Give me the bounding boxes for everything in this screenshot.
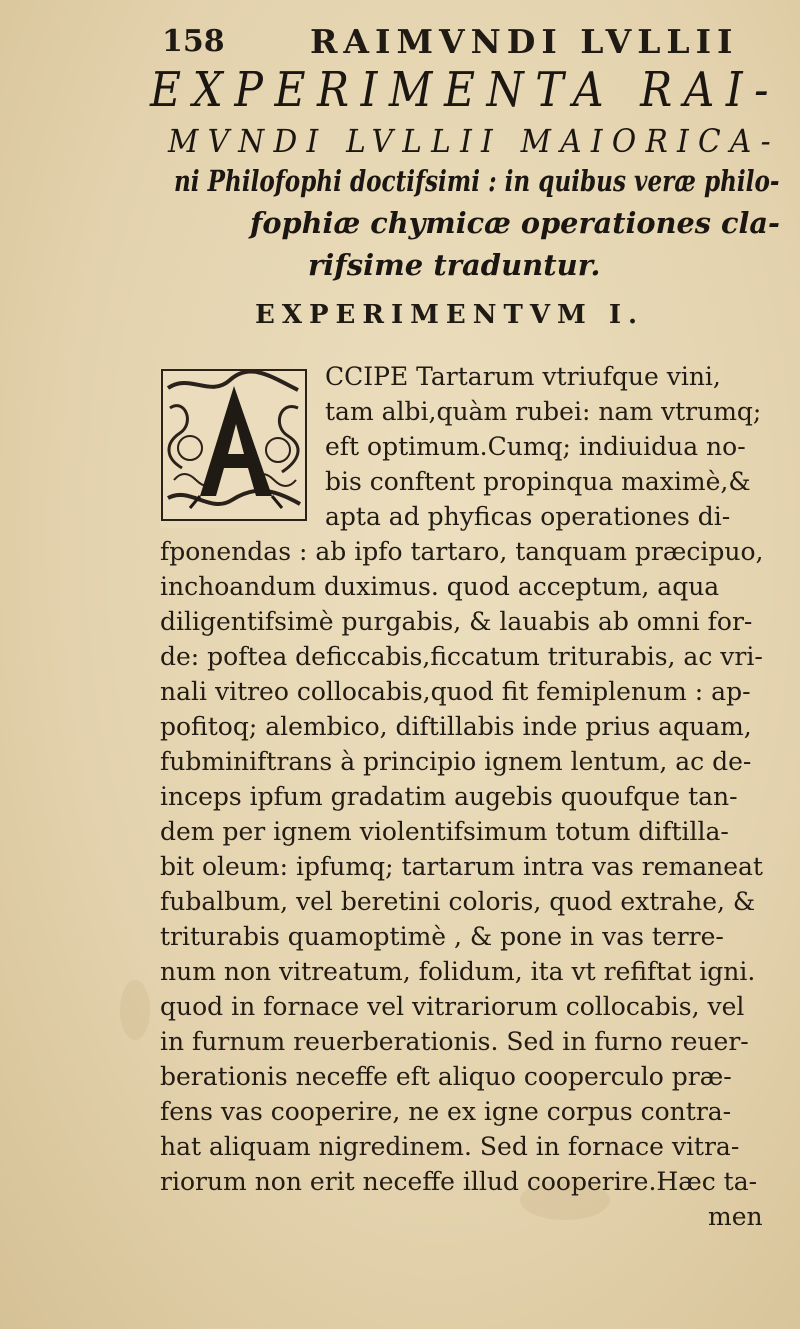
running-head bbox=[0, 22, 800, 62]
text-line: fponendas : ab ipfo tartaro, tanquam præcipuo, bbox=[160, 537, 764, 566]
text-line: tam albi,quàm rubei: nam vtrumq; bbox=[325, 397, 762, 426]
paper-stain bbox=[120, 980, 150, 1040]
title-line: fophiæ chymicæ operationes cla- bbox=[250, 206, 780, 240]
text-line: bit oleum: ipfumq; tartarum intra vas remaneat bbox=[160, 852, 763, 881]
decorated-initial-A-icon bbox=[160, 368, 308, 528]
title-line: rifsime traduntur. bbox=[308, 248, 601, 282]
text-line: apta ad phyficas operationes di- bbox=[325, 502, 731, 531]
text-line: in furnum reuerberationis. Sed in furno reuer- bbox=[160, 1027, 749, 1056]
text-line: CCIPE Tartarum vtriufque vini, bbox=[325, 362, 721, 391]
text-line: nali vitreo collocabis,quod fit femiplenum : ap- bbox=[160, 677, 751, 706]
text-line: de: poftea deficcabis,ficcatum triturabis, ac vri- bbox=[160, 642, 763, 671]
text-line: diligentifsimè purgabis, & lauabis ab omni for- bbox=[160, 607, 753, 636]
text-line: pofitoq; alembico, diftillabis inde prius aquam, bbox=[160, 712, 752, 741]
text-line: quod in fornace vel vitrariorum collocabis, vel bbox=[160, 992, 745, 1021]
text-line: fens vas cooperire, ne ex igne corpus contra- bbox=[160, 1097, 732, 1126]
section-heading: EXPERIMENTVM I. bbox=[255, 300, 645, 330]
text-line: fubminiftrans à principio ignem lentum, ac de- bbox=[160, 747, 752, 776]
title-line: ni Philofophi doctifsimi : in quibus veræ philo- bbox=[174, 164, 780, 198]
text-line: inchoandum duximus. quod acceptum, aqua bbox=[160, 572, 720, 601]
title-line: MVNDI LVLLII MAIORICA- bbox=[168, 122, 780, 160]
text-line: num non vitreatum, folidum, ita vt refiftat igni. bbox=[160, 957, 756, 986]
text-line: fubalbum, vel beretini coloris, quod extrahe, & bbox=[160, 887, 756, 916]
page-number: 158 bbox=[162, 24, 225, 59]
text-line: inceps ipfum gradatim augebis quoufque tan- bbox=[160, 782, 738, 811]
catchword: men bbox=[708, 1202, 763, 1231]
text-line: eft optimum.Cumq; indiuidua no- bbox=[325, 432, 746, 461]
text-line: berationis neceffe eft aliquo cooperculo præ- bbox=[160, 1062, 732, 1091]
running-title: RAIMVNDI LVLLII bbox=[310, 22, 739, 61]
title-line: EXPERIMENTA RAI- bbox=[150, 62, 781, 118]
text-line: triturabis quamoptimè , & pone in vas terre- bbox=[160, 922, 724, 951]
text-line: riorum non erit neceffe illud cooperire.Hæc ta- bbox=[160, 1167, 758, 1196]
text-line: dem per ignem violentifsimum totum diftilla- bbox=[160, 817, 729, 846]
text-line: hat aliquam nigredinem. Sed in fornace vitra- bbox=[160, 1132, 740, 1161]
text-line: bis conftent propinqua maximè,& bbox=[325, 467, 751, 496]
